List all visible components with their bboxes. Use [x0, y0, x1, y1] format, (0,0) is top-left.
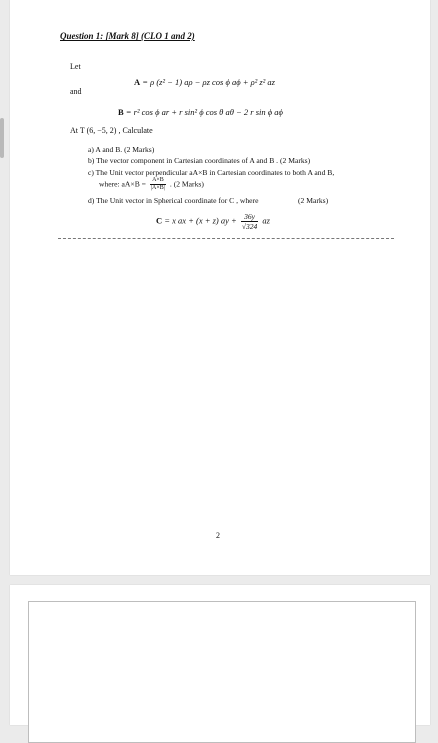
item-d: d) The Unit vector in Spherical coordinate for C , where [88, 196, 259, 205]
item-b: b) The vector component in Cartesian coordinates of A and B . (2 Marks) [88, 156, 311, 165]
vector-c-symbol: C [156, 215, 163, 226]
scroll-indicator[interactable] [0, 118, 4, 158]
vector-c-numerator: 36y [241, 212, 258, 222]
vector-b-expression: = r² cos ϕ ar + r sin² ϕ cos θ aθ − 2 r sin ϕ aϕ [125, 107, 283, 117]
dashed-separator [58, 238, 394, 239]
unit-vector-definition: where: aA×B = [99, 179, 146, 189]
fraction-numerator: A×B [150, 177, 166, 185]
item-c: c) The Unit vector perpendicular aA×B in Cartesian coordinates to both A and B, [88, 168, 335, 177]
item-a: a) A and B. (2 Marks) [88, 145, 155, 154]
document-page-2 [10, 585, 430, 725]
vector-c-equation [156, 212, 270, 231]
vector-c-expression: = x ax + (x + z) ay + [164, 215, 237, 226]
vector-a-equation [134, 77, 275, 87]
unit-vector-fraction [150, 177, 166, 192]
item-d-marks: (2 Marks) [298, 196, 329, 205]
question-title: Question 1: [Mark 8] (CLO 1 and 2) [60, 31, 195, 41]
let-label: Let [70, 62, 81, 71]
item-c-where [99, 177, 204, 192]
and-label: and [70, 87, 82, 96]
answer-box [28, 601, 416, 743]
document-page-1 [10, 0, 430, 575]
vector-c-denominator: √324 [241, 222, 258, 231]
vector-b-symbol: B [118, 107, 124, 117]
point-statement: At T (6, −5, 2) , Calculate [70, 126, 153, 135]
vector-c-fraction [241, 212, 258, 231]
item-c-marks: . (2 Marks) [169, 179, 204, 189]
vector-a-symbol: A [134, 77, 141, 87]
vector-b-equation [118, 107, 283, 117]
vector-a-expression: = ρ (z² − 1) aρ − ρz cos ϕ aϕ + ρ² z² az [142, 77, 275, 87]
page-number: 2 [216, 531, 220, 540]
fraction-denominator: |A×B| [150, 185, 165, 191]
vector-c-z-term: az [262, 215, 270, 226]
